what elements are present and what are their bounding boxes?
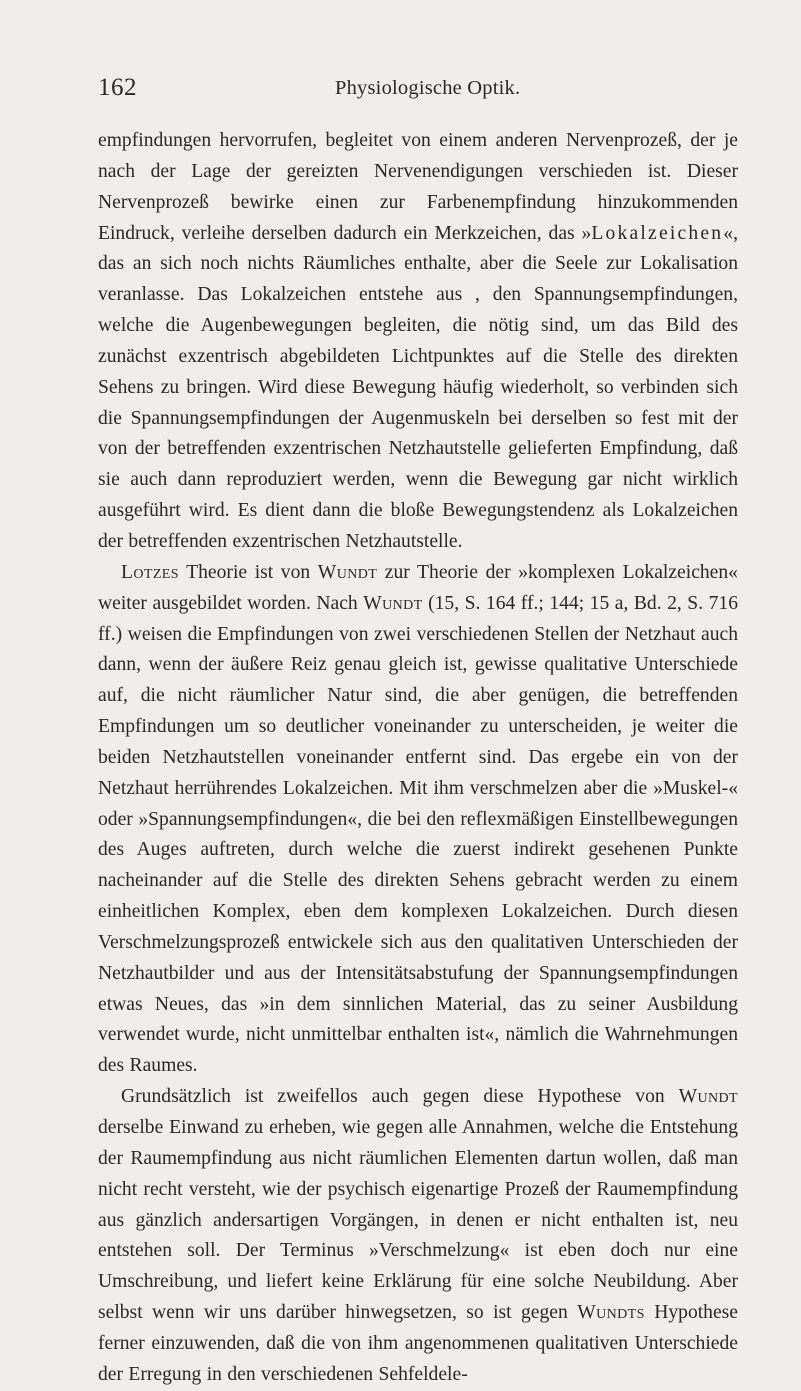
author-name: Lotzes xyxy=(121,561,179,583)
text-span: Theorie ist von xyxy=(178,561,318,583)
text-span: zur Theorie der »komplexen Lokalzeichen« weiter ausgebildet worden. Nach xyxy=(98,561,738,614)
paragraph-1 xyxy=(98,126,738,558)
text-span: «, das an sich noch nichts Räumliches enthalte, aber die Seele zur Lokalisation veranlasse. Das Lokalzeichen entstehe aus , den Spannungsempfindungen, welche die Augenbewegungen begleiten, die nötig sind, um das Bild des zunächst exzentrisch abgebildeten Lichtpunktes auf die Stelle des direkten Sehens zu bringen. Wird diese Bewegung häufig wiederholt, so verbinden sich die Spannungsempfindungen der Augenmuskeln bei derselben so fest mit der von der betreffenden exzentrischen Netzhautstelle gelieferten Empfindung, daß sie auch dann reproduziert werden, wenn die Bewegung gar nicht wirklich ausgeführt wird. Es dient dann die bloße Bewegungstendenz als Lokalzeichen der betreffenden exzentrischen Netzhautstelle. xyxy=(98,222,738,552)
author-name: Wundt xyxy=(317,561,378,583)
author-name: Wundt xyxy=(678,1086,738,1108)
author-name: Wundts xyxy=(577,1302,645,1324)
paragraph-3 xyxy=(98,1082,738,1390)
text-span: empfindungen hervorrufen, begleitet von einem anderen Nervenprozeß, der je nach der Lage der gereizten Nervenendigungen verschieden ist. Dieser Nervenprozeß bewirke einen zur Farbenempfindung hinzukommenden Eindruck, verleihe derselben dadurch ein Merkzeichen, das » xyxy=(98,130,738,244)
body-text xyxy=(98,126,738,1391)
text-span: Grundsätzlich ist zweifellos auch gegen diese Hypothese von xyxy=(121,1086,679,1108)
author-name: Wundt xyxy=(363,592,423,614)
running-title: Physiologische Optik. xyxy=(335,77,521,99)
running-head xyxy=(98,74,738,114)
text-span: Hypothese ferner einzuwenden, daß die von ihm angenommenen qualitativen Unterschiede der Erregung in den verschiedenen Sehfeldele- xyxy=(98,1302,738,1385)
emphasized-term: Lokalzeichen xyxy=(591,222,724,244)
paragraph-2 xyxy=(98,558,738,1082)
text-span: derselbe Einwand zu erheben, wie gegen alle Annahmen, welche die Entstehung der Raumempfindung aus nicht räumlichen Elementen dartun wollen, daß man nicht recht versteht, wie der psychisch eigenartige Prozeß der Raumempfindung aus gänzlich andersartigen Vorgängen, in denen er nicht enthalten ist, neu entstehen soll. Der Terminus »Verschmelzung« ist eben doch nur eine Umschreibung, und liefert keine Erklärung für eine solche Neubildung. Aber selbst wenn wir uns darüber hinwegsetzen, so ist gegen xyxy=(98,1117,738,1324)
page-number: 162 xyxy=(98,74,137,101)
text-span: (15, S. 164 ff.; 144; 15 a, Bd. 2, S. 716 ff.) weisen die Empfindungen von zwei verschiedenen Stellen der Netzhaut auch dann, wenn der äußere Reiz genau gleich ist, gewisse qualitative Unterschiede auf, die nicht räumlicher Natur sind, die aber genügen, die betreffenden Empfindungen um so deutlicher voneinander zu unterscheiden, je weiter die beiden Netzhautstellen voneinander entfernt sind. Das ergebe ein von der Netzhaut herrührendes Lokalzeichen. Mit ihm verschmelzen aber die »Muskel-« oder »Spannungsempfindungen«, die bei den reflexmäßigen Einstellbewegungen des Auges auftreten, durch welche die zuerst indirekt gesehenen Punkte nacheinander auf die Stelle des direkten Sehens gebracht werden zu einem einheitlichen Komplex, eben dem komplexen Lokalzeichen. Durch diesen Verschmelzungsprozeß entwickele sich aus den qualitativen Unterschieden der Netzhautbilder und aus der Intensitätsabstufung der Spannungsempfindungen etwas Neues, das »in dem sinnlichen Material, das zu seiner Ausbildung verwendet wurde, nicht unmittelbar enthalten ist«, nämlich die Wahrnehmungen des Raumes. xyxy=(98,592,738,1077)
